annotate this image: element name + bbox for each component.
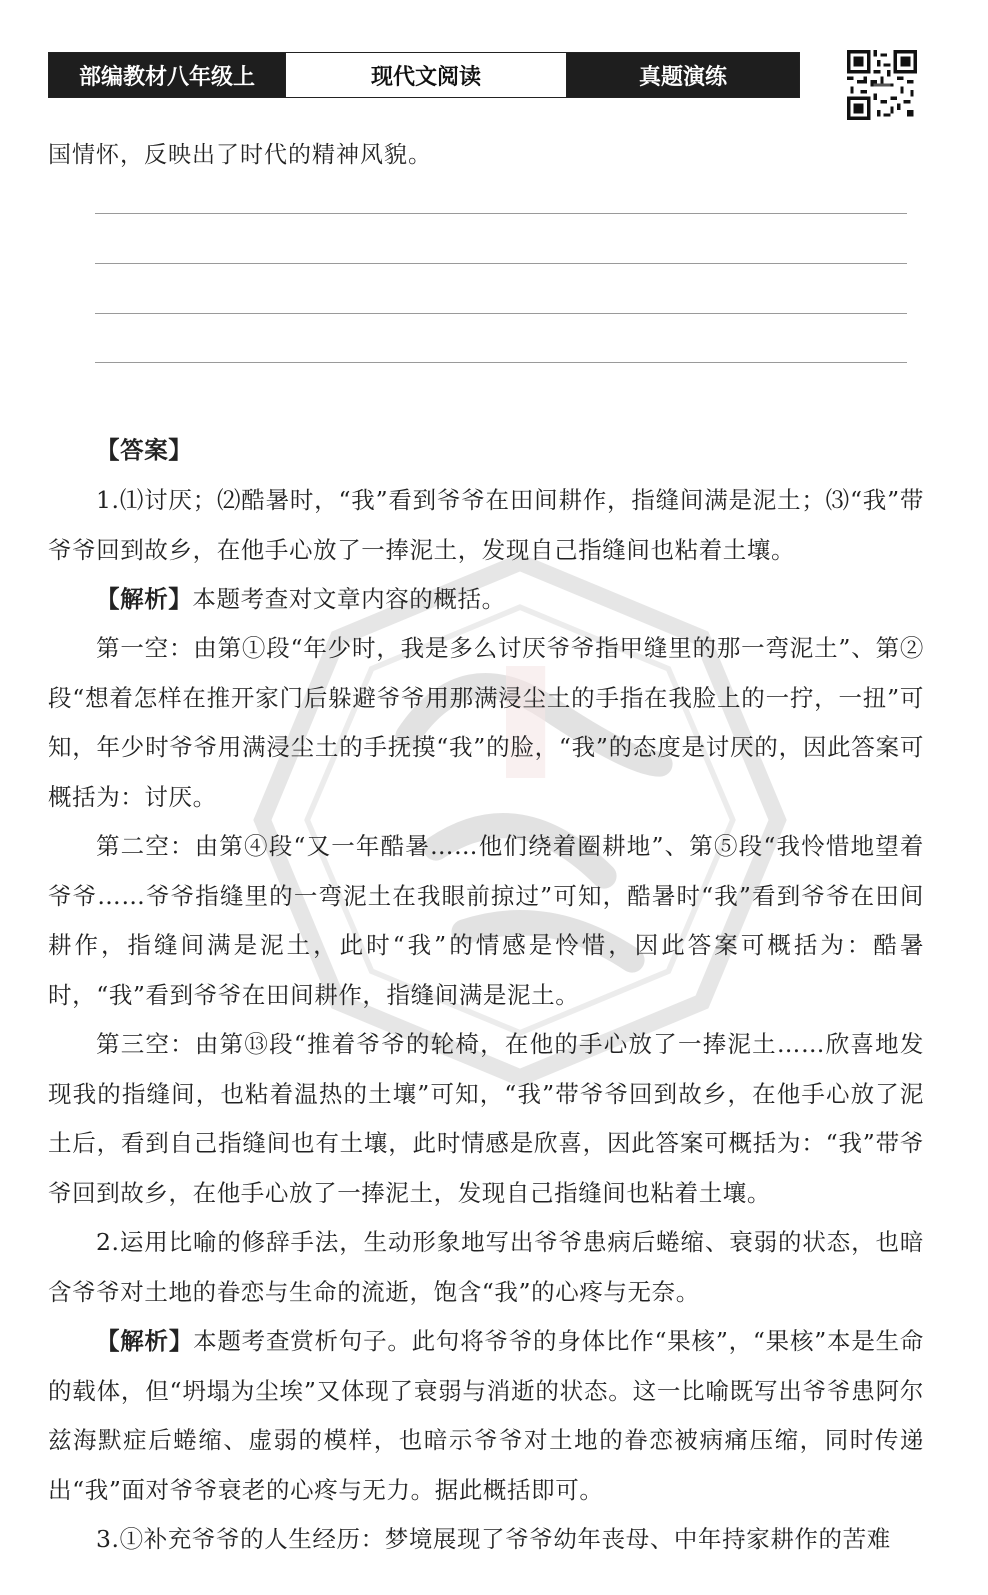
- analysis-1-text: 本题考查对文章内容的概括。: [192, 585, 506, 613]
- blank-2-explanation: 第二空：由第④段“又一年酷暑……他们绕着圈耕地”、第⑤段“我怜惜地望着爷爷……爷爷指缝里的一弯泥土在我眼前掠过”可知，酷暑时“我”看到爷爷在田间耕作，指缝间满是泥土，此时“我”的情感是怜惜，因此答案可概括为：酷暑时，“我”看到爷爷在田间耕作，指缝间满是泥土。: [48, 832, 924, 1009]
- answer-line-1: [95, 213, 907, 214]
- header-practice: 真题演练: [567, 53, 799, 97]
- blank-3-explanation: 第三空：由第⑬段“推着爷爷的轮椅，在他的手心放了一捧泥土……欣喜地发现我的指缝间，也粘着温热的土壤”可知，“我”带爷爷回到故乡，在他手心放了泥土后，看到自己指缝间也有土壤，此时情感是欣喜，因此答案可概括为：“我”带爷爷回到故乡，在他手心放了一捧泥土，发现自己指缝间也粘着土壤。: [48, 1030, 924, 1207]
- analysis-1: [48, 575, 924, 625]
- header-bar: [48, 52, 800, 98]
- answer-q3: 3.①补充爷爷的人生经历：梦境展现了爷爷幼年丧母、中年持家耕作的苦难: [96, 1525, 891, 1553]
- analysis-2-tag: 【解析】: [96, 1327, 194, 1355]
- qr-code-icon: [846, 50, 918, 120]
- intro-line: 国情怀，反映出了时代的精神风貌。: [48, 142, 432, 168]
- analysis-1-tag: 【解析】: [96, 585, 193, 613]
- answer-line-4: [95, 362, 907, 363]
- answer-q2: 2.运用比喻的修辞手法，生动形象地写出爷爷患病后蜷缩、衰弱的状态，也暗含爷爷对土地的眷恋与生命的流逝，饱含“我”的心疼与无奈。: [48, 1228, 924, 1306]
- analysis-2: [48, 1317, 924, 1515]
- header-grade: 部编教材八年级上: [49, 53, 285, 97]
- header-section: 现代文阅读: [285, 53, 567, 97]
- analysis-2-text: 本题考查赏析句子。此句将爷爷的身体比作“果核”，“果核”本是生命的载体，但“坍塌为尘埃”又体现了衰弱与消逝的状态。这一比喻既写出爷爷患阿尔兹海默症后蜷缩、虚弱的模样，也暗示爷爷对土地的眷恋被病痛压缩，同时传递出“我”面对爷爷衰老的心疼与无力。据此概括即可。: [48, 1327, 924, 1504]
- answer-q1: 1.⑴讨厌；⑵酷暑时，“我”看到爷爷在田间耕作，指缝间满是泥土；⑶“我”带爷爷回到故乡，在他手心放了一捧泥土，发现自己指缝间也粘着土壤。: [48, 486, 924, 564]
- answer-line-3: [95, 313, 907, 314]
- answer-line-2: [95, 263, 907, 264]
- answer-heading: 【答案】: [96, 436, 193, 464]
- blank-1-explanation: 第一空：由第①段“年少时，我是多么讨厌爷爷指甲缝里的那一弯泥土”、第②段“想着怎样在推开家门后躲避爷爷用那满浸尘土的手指在我脸上的一拧，一扭”可知，年少时爷爷用满浸尘土的手抚摸“我”的脸，“我”的态度是讨厌的，因此答案可概括为：讨厌。: [48, 634, 924, 811]
